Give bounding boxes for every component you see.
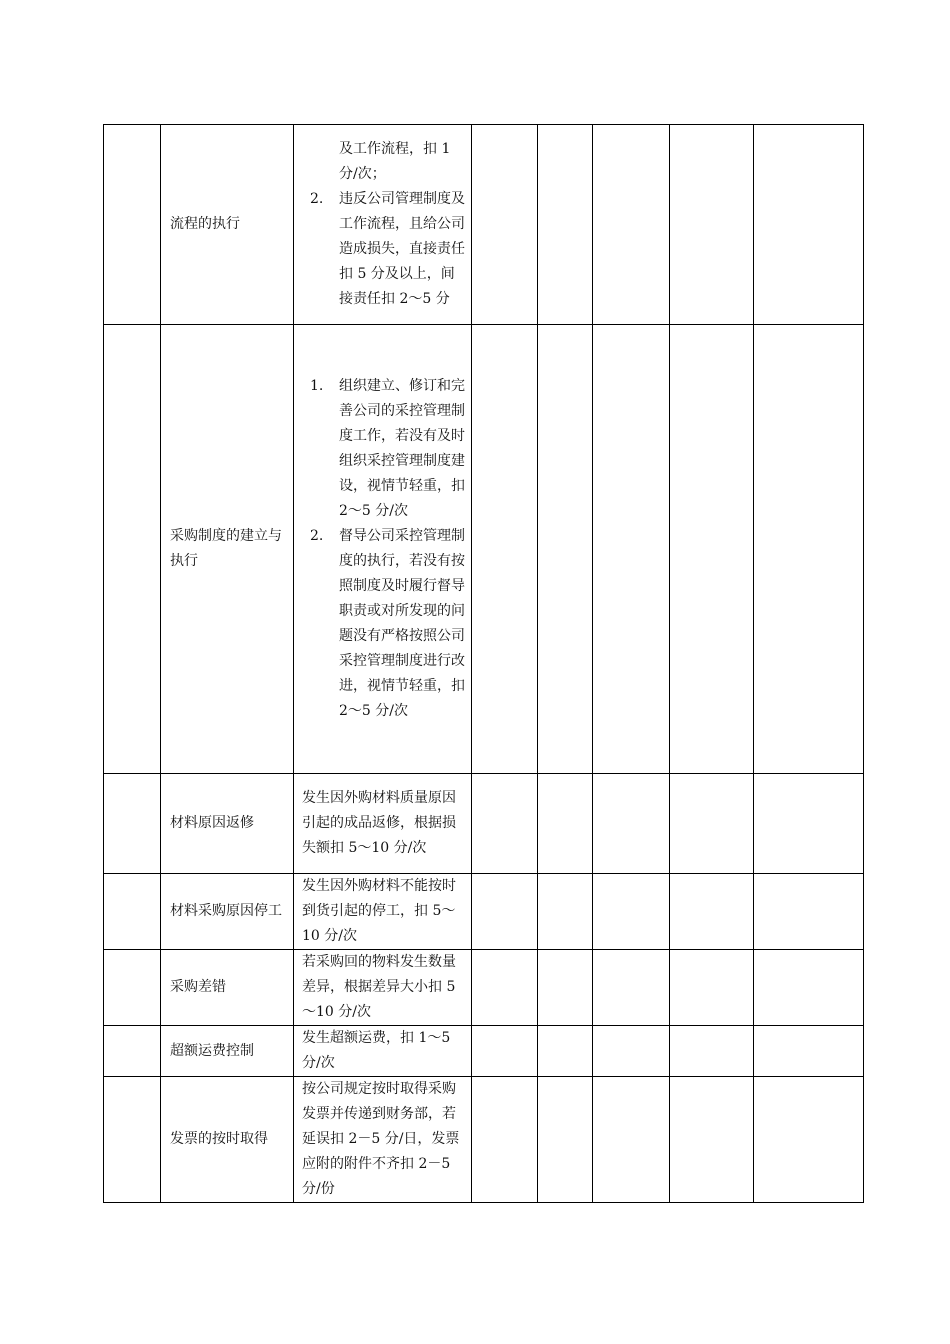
criteria-cell: 若采购回的物料发生数量差异，根据差异大小扣 5～10 分/次 <box>294 950 472 1026</box>
score-cell <box>538 125 593 325</box>
score-cell <box>472 125 538 325</box>
list-item: 2. 督导公司采控管理制度的执行，若没有按照制度及时履行督导职责或对所发现的问题没有严格按照公司采控管理制度进行改进，视情节轻重，扣 2～5 分/次 <box>310 528 465 719</box>
score-cell <box>472 874 538 950</box>
score-cell <box>670 325 754 774</box>
criteria-cell <box>294 125 472 325</box>
score-cell <box>593 125 670 325</box>
score-cell <box>472 950 538 1026</box>
blank-cell <box>104 874 161 950</box>
score-cell <box>538 1077 593 1203</box>
score-cell <box>593 874 670 950</box>
criteria-list <box>302 374 465 724</box>
score-cell <box>670 1077 754 1203</box>
list-item: 及工作流程，扣 1 分/次； <box>339 141 451 182</box>
remark-cell <box>754 874 864 950</box>
table-row <box>104 1077 864 1203</box>
score-cell <box>593 1026 670 1077</box>
score-cell <box>538 325 593 774</box>
list-item: 1. 组织建立、修订和完善公司的采控管理制度工作，若没有及时组织采控管理制度建设，视情节轻重，扣 2～5 分/次 <box>310 378 465 519</box>
item-cell: 采购差错 <box>161 950 294 1026</box>
score-cell <box>593 325 670 774</box>
criteria-cell <box>294 325 472 774</box>
criteria-cell: 发生因外购材料质量原因引起的成品返修，根据损失额扣 5～10 分/次 <box>294 774 472 874</box>
blank-cell <box>104 1077 161 1203</box>
blank-cell <box>104 1026 161 1077</box>
criteria-list <box>302 137 465 312</box>
score-cell <box>670 125 754 325</box>
blank-cell <box>104 325 161 774</box>
table-row <box>104 125 864 325</box>
score-cell <box>670 874 754 950</box>
blank-cell <box>104 774 161 874</box>
score-cell <box>472 325 538 774</box>
criteria-cell: 按公司规定按时取得采购发票并传递到财务部，若延误扣 2－5 分/日，发票应附的附件不齐扣 2－5 分/份 <box>294 1077 472 1203</box>
score-cell <box>593 950 670 1026</box>
blank-cell <box>104 125 161 325</box>
table-row <box>104 950 864 1026</box>
score-cell <box>472 774 538 874</box>
blank-cell <box>104 950 161 1026</box>
table-row <box>104 1026 864 1077</box>
score-cell <box>670 950 754 1026</box>
remark-cell <box>754 125 864 325</box>
score-cell <box>472 1077 538 1203</box>
assessment-table <box>103 124 864 1203</box>
item-cell: 发票的按时取得 <box>161 1077 294 1203</box>
remark-cell <box>754 325 864 774</box>
score-cell <box>670 774 754 874</box>
score-cell <box>538 1026 593 1077</box>
table-row <box>104 325 864 774</box>
score-cell <box>538 874 593 950</box>
criteria-cell: 发生超额运费，扣 1～5 分/次 <box>294 1026 472 1077</box>
table-row <box>104 874 864 950</box>
score-cell <box>538 950 593 1026</box>
list-item: 2. 违反公司管理制度及工作流程，且给公司造成损失，直接责任扣 5 分及以上，间接责任扣 2～5 分 <box>310 191 465 307</box>
score-cell <box>538 774 593 874</box>
remark-cell <box>754 1026 864 1077</box>
criteria-cell: 发生因外购材料不能按时到货引起的停工，扣 5～10 分/次 <box>294 874 472 950</box>
score-cell <box>593 1077 670 1203</box>
score-cell <box>472 1026 538 1077</box>
table-row <box>104 774 864 874</box>
remark-cell <box>754 774 864 874</box>
remark-cell <box>754 950 864 1026</box>
item-cell: 材料采购原因停工 <box>161 874 294 950</box>
remark-cell <box>754 1077 864 1203</box>
item-cell: 超额运费控制 <box>161 1026 294 1077</box>
item-cell: 采购制度的建立与执行 <box>161 325 294 774</box>
item-cell: 材料原因返修 <box>161 774 294 874</box>
item-cell: 流程的执行 <box>161 125 294 325</box>
score-cell <box>670 1026 754 1077</box>
score-cell <box>593 774 670 874</box>
